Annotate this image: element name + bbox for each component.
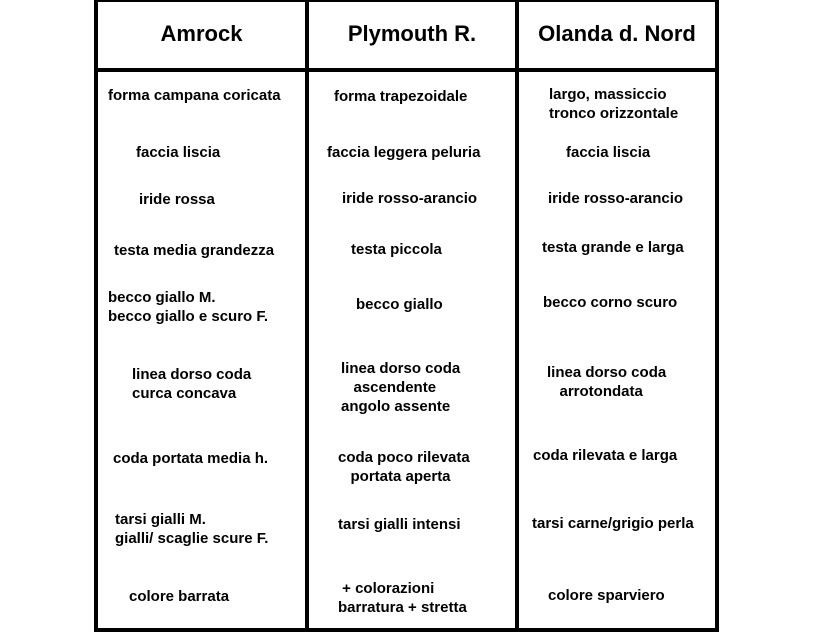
- column-header-plymouth: Plymouth R.: [347, 21, 477, 46]
- table-cell: testa piccola: [351, 241, 442, 258]
- table-cell: faccia leggera peluria: [327, 144, 481, 161]
- table-cell: faccia liscia: [136, 144, 221, 161]
- table-cell: becco corno scuro: [543, 294, 678, 311]
- column-header-olanda: Olanda d. Nord: [538, 21, 696, 46]
- table-cell: testa media grandezza: [114, 242, 275, 259]
- table-cell: coda poco rilevata portata aperta: [338, 449, 470, 485]
- table-cell: linea dorso coda ascendente angolo assente: [341, 360, 461, 415]
- table-cell: linea dorso coda curca concava: [132, 366, 252, 402]
- header-divider: [94, 68, 719, 72]
- table-cell: colore barrata: [129, 588, 230, 605]
- table-cell: tarsi carne/grigio perla: [532, 515, 694, 532]
- table-cell: forma trapezoidale: [334, 88, 468, 105]
- table-cell: forma campana coricata: [108, 87, 281, 104]
- table-cell: iride rosso-arancio: [342, 190, 478, 207]
- table-cell: coda rilevata e larga: [533, 447, 678, 464]
- table-cell: largo, massiccio tronco orizzontale: [549, 86, 679, 122]
- table-cell: testa grande e larga: [542, 239, 684, 256]
- column-divider: [515, 0, 519, 632]
- table-cell: iride rossa: [139, 191, 215, 208]
- table-cell: + colorazioni barratura + stretta: [338, 580, 467, 616]
- table-cell: linea dorso coda arrotondata: [547, 364, 667, 400]
- table-cell: becco giallo M. becco giallo e scuro F.: [108, 289, 269, 325]
- table-cell: colore sparviero: [548, 587, 665, 604]
- table-cell: faccia liscia: [566, 144, 651, 161]
- table-cell: coda portata media h.: [113, 450, 269, 467]
- table-cell: tarsi gialli M. gialli/ scaglie scure F.: [115, 511, 269, 547]
- table-cell: becco giallo: [356, 296, 443, 313]
- column-divider: [305, 0, 309, 632]
- table-cell: iride rosso-arancio: [548, 190, 684, 207]
- table-cell: tarsi gialli intensi: [338, 516, 461, 533]
- column-header-amrock: Amrock: [160, 21, 243, 46]
